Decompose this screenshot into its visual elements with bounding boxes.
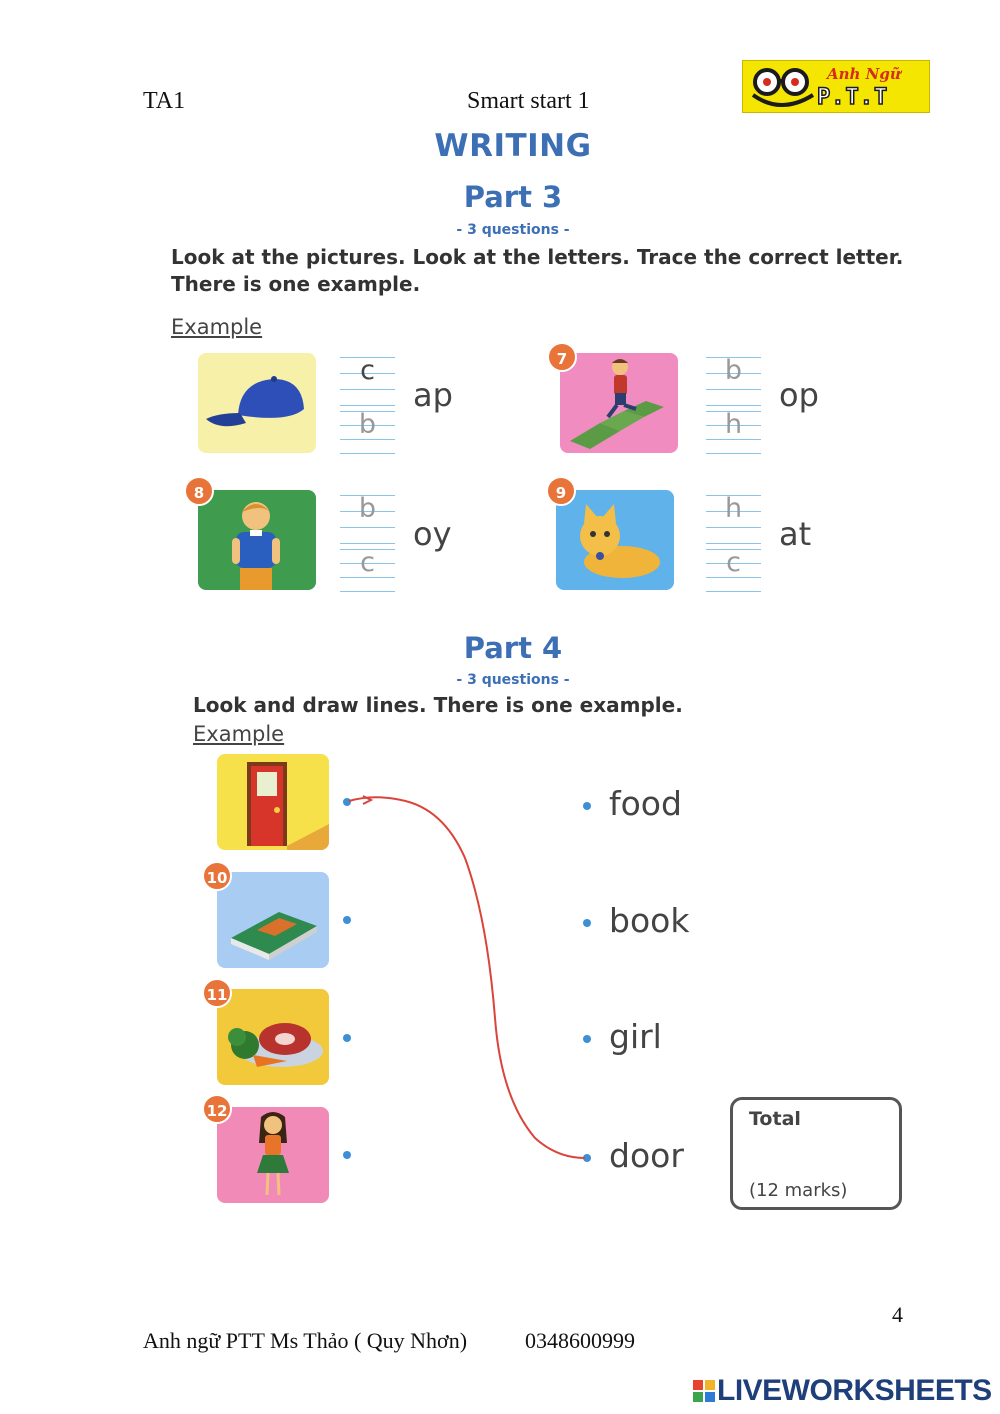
part3-example-label: Example: [171, 315, 263, 339]
question-number-badge: 8: [184, 476, 214, 506]
trace-letter-bottom[interactable]: b: [358, 409, 377, 440]
logo-brand-text: Anh Ngữ: [827, 65, 901, 83]
part4-question-count: - 3 questions -: [456, 672, 570, 688]
header-course-code: TA1: [143, 88, 186, 114]
question-number-badge: 7: [547, 342, 577, 372]
liveworksheets-wordmark: LIVEWORKSHEETS: [717, 1374, 992, 1407]
word-ending-q9: at: [779, 515, 812, 553]
word-ending-q7: op: [779, 376, 819, 414]
part3-question-count: - 3 questions -: [456, 222, 570, 238]
trace-letter-top[interactable]: b: [358, 493, 377, 524]
footer-teacher: Anh ngữ PTT Ms Thảo ( Quy Nhơn): [143, 1328, 468, 1353]
owl-glasses-icon: [747, 65, 823, 111]
question-number-badge: 12: [202, 1094, 232, 1124]
header-book-title: Smart start 1: [467, 88, 590, 114]
trace-letter-top: c: [360, 355, 375, 386]
word-ending-example: ap: [413, 376, 453, 414]
footer-phone: 0348600999: [525, 1328, 635, 1353]
match-word: food: [609, 784, 682, 823]
worksheet-scan: [143, 118, 905, 1212]
logo-brand-initials: P.T.T: [817, 85, 889, 110]
match-word: door: [609, 1136, 684, 1175]
total-marks-text: (12 marks): [749, 1180, 848, 1201]
match-word: girl: [609, 1017, 662, 1056]
section-title: WRITING: [434, 128, 592, 164]
trace-letter-top[interactable]: b: [724, 355, 743, 386]
part4-title: Part 4: [463, 631, 563, 665]
part4-instruction: Look and draw lines. There is one example.: [193, 693, 683, 717]
question-number-badge: 9: [546, 476, 576, 506]
trace-letter-bottom[interactable]: c: [360, 547, 375, 578]
school-logo: [742, 60, 930, 113]
match-word: book: [609, 901, 690, 940]
word-ending-q8: oy: [413, 515, 452, 553]
trace-letter-top[interactable]: h: [724, 493, 743, 524]
part3-instruction-line1: Look at the pictures. Look at the letters. Trace the correct letter.: [171, 245, 904, 269]
page-number: 4: [892, 1302, 903, 1327]
part3-title: Part 3: [463, 180, 563, 214]
part3-instruction-line2: There is one example.: [171, 272, 421, 296]
question-number-badge: 11: [202, 978, 232, 1008]
part4-example-label: Example: [193, 722, 285, 746]
example-match-line: [143, 118, 905, 1212]
trace-letter-bottom[interactable]: c: [726, 547, 741, 578]
question-number-badge: 10: [202, 861, 232, 891]
trace-letter-bottom[interactable]: h: [724, 409, 743, 440]
total-marks-box: [730, 1097, 902, 1210]
total-label: Total: [749, 1108, 801, 1130]
liveworksheets-icon: [693, 1380, 715, 1402]
